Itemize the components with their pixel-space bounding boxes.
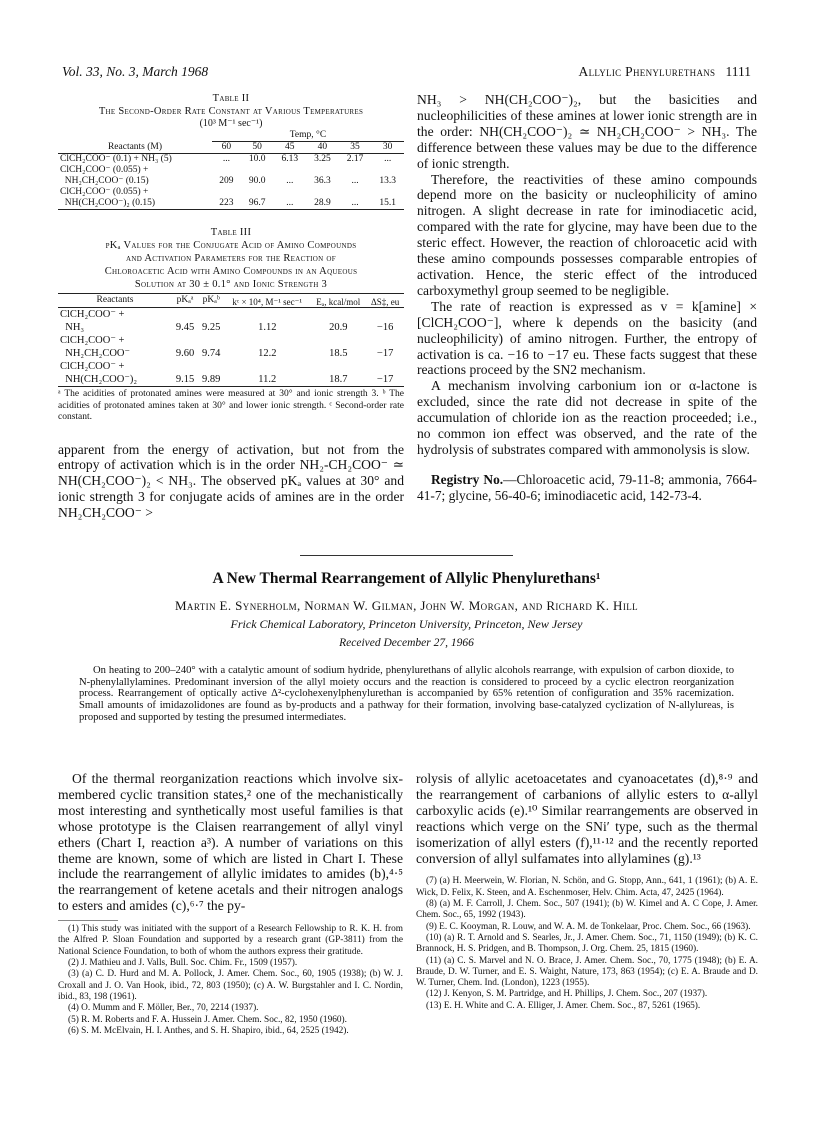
- table-cell: ...: [351, 176, 359, 186]
- table-cell: 20.9: [329, 322, 348, 333]
- table-row: [58, 334, 404, 360]
- reference-item: (9) E. C. Kooyman, R. Louw, and W. A. M. de Tonkelaar, Proc. Chem. Soc., 66 (1963).: [426, 921, 751, 932]
- registry-numbers: [417, 472, 757, 504]
- table-cell-reactant: ClCH₂COO⁻ (0.055) +: [60, 165, 149, 175]
- article-body-right: [416, 771, 758, 1012]
- running-header-volume: Vol. 33, No. 3, March 1968: [62, 64, 209, 79]
- running-header-title: [579, 64, 751, 80]
- paragraph: Of the thermal reorganization reactions which involve six-membered cyclic transition states,² one of the mechanistically most interesting and synthetically most useful families is that whose prototype is the Claisen rearrangement of allyl vinyl ethers (Chart I, reaction a³). A number of variations on this theme are known, some of which are listed in Chart I. These include the rearrangement of allylic imidates to amides (b),⁴·⁵ the rearrangement of ketene acetals and their nitrogen analogs to esters and amides (c),⁶·⁷ the py-: [58, 771, 403, 914]
- paragraph: apparent from the energy of activation, but not from the entropy of activation which is in the order NH₂-CH₂COO⁻ ≃ NH(CH₂COO⁻)₂ < NH₃. The observed pKₐ values at 30° and ionic strength 3 for conjugate acids of amines are in the order NH₂CH₂COO⁻ >: [58, 441, 404, 521]
- table-2-temp-col: 45: [285, 142, 295, 152]
- table-cell-reactant: ClCH₂COO⁻ +: [60, 361, 125, 372]
- article-title: A New Thermal Rearrangement of Allylic Phenylurethans¹: [212, 570, 601, 587]
- reference-item: (2) J. Mathieu and J. Valls, Bull. Soc. Chim. Fr., 1509 (1957).: [68, 958, 298, 969]
- table-row: [58, 308, 404, 335]
- reference-item: (5) R. M. Roberts and F. A. Hussein J. Amer. Chem. Soc., 82, 1950 (1960).: [68, 1014, 347, 1025]
- table-3-footnote: ᵃ The acidities of protonated amines were measured at 30° and ionic strength 3. ᵇ The acidities of protonated amines taken at 30° and lower ionic strength. ᶜ Second-order rate constant.: [58, 389, 404, 422]
- paragraph: A mechanism involving carbonium ion or α-lactone is excluded, since the rate did not decrease in spite of the accumulation of chloride ion as the reaction proceeded; i.e., no common ion effect was observed, and the rate of the hydrolysis of substrates compared with ammonolysis is slow.: [417, 378, 757, 457]
- reference-item: (11) (a) C. S. Marvel and N. O. Brace, J. Amer. Chem. Soc., 70, 1775 (1948); (b) E. A. Braude, D. W. Turner, and E. S. Waight, Nature, 173, 863 (1954); (c) E. A. Braude and D. W. Turner, Chem. Ind. (London), 1223 (1955).: [416, 955, 758, 989]
- left-body-text: [58, 442, 404, 522]
- table-3-header: Reactants: [96, 295, 134, 305]
- table-cell: 13.3: [379, 176, 396, 186]
- table-cell-reactant: ClCH₂COO⁻ (0.1) + NH₃ (5): [60, 154, 172, 164]
- table-cell: 10.0: [248, 154, 266, 164]
- table-cell-reactant: ClCH₂COO⁻ (0.055) +: [60, 187, 149, 197]
- table-cell: 209: [219, 176, 234, 186]
- table-cell: 18.7: [329, 374, 348, 385]
- table-3-header: Eₐ, kcal/mol: [316, 297, 361, 307]
- table-cell: −17: [376, 348, 394, 359]
- table-cell: 28.9: [314, 198, 331, 208]
- paragraph: Therefore, the reactivities of these amino compounds depend more on the basicity or nucleophilicity of amino nitrogen. A slight decrease in rate for iminodiacetic acid, compared with the rate for glycine, may have been due to the steric effect. However, the reaction of chloroacetic acid with these amino compounds possesses comparable entropies of activation. Hence, the steric effect of the introduced carboxymethyl group seemed to be negligible.: [417, 171, 757, 298]
- table-cell: 3.25: [314, 154, 331, 164]
- table-2-temp-header: Temp, °C: [212, 130, 404, 142]
- article-body-left: [58, 771, 403, 1037]
- table-2-temp-col: 40: [317, 142, 328, 152]
- registry-text: —Chloroacetic acid, 79-11-8; ammonia, 7664-41-7; glycine, 56-40-6; iminodiacetic acid, 142-73-4.: [417, 471, 757, 503]
- table-cell-reactant: NH₃: [65, 322, 85, 333]
- table-cell: 15.1: [379, 198, 396, 208]
- table-cell-reactant: ClCH₂COO⁻ +: [60, 309, 125, 320]
- table-row: [58, 187, 404, 210]
- table-cell: 12.2: [258, 348, 277, 359]
- table-cell: 36.3: [314, 176, 331, 186]
- table-cell: 11.2: [258, 374, 277, 385]
- table-cell-reactant: NH(CH₂COO⁻)₂ (0.15): [64, 198, 156, 208]
- table-3-header: kᶜ × 10⁴, M⁻¹ sec⁻¹: [232, 297, 303, 307]
- table-2-title: Table II: [212, 93, 250, 104]
- right-column: [417, 92, 757, 504]
- table-cell: ...: [286, 198, 294, 208]
- article-received-date: Received December 27, 1966: [339, 637, 474, 649]
- table-cell-reactant: NH₂CH₂COO⁻: [65, 348, 131, 359]
- table-row: [58, 165, 404, 187]
- registry-label: Registry No.: [431, 471, 504, 487]
- table-3-header: pKₐᵇ: [202, 295, 220, 305]
- page-number: 1111: [725, 64, 751, 79]
- paragraph: rolysis of allylic acetoacetates and cyanoacetates (d),⁸·⁹ and the rearrangement of carbanions of allylic esters to α-allyl carboxylic acids (e).¹⁰ Similar rearrangements are observed in reactions which verge on the SNi′ type, such as the thermal isomerization of allyl esters (f),¹¹·¹² and the recently reported conversion of allyl sulfamates into allylamines (g).¹³: [416, 771, 758, 866]
- table-2-grid: [58, 130, 404, 210]
- table-cell: 9.60: [175, 348, 195, 359]
- paragraph: The rate of reaction is expressed as v = k[amine] × [ClCH₂COO⁻], where k depends on the basicity (and nucleophilicity) of amino nitrogen. Further, the entropy of activation is ca. −16 to −17 eu. These facts suggest that these reactions proceed by the SN2 mechanism.: [417, 298, 757, 378]
- table-cell: 6.13: [281, 154, 299, 164]
- table-cell: 9.15: [175, 374, 195, 385]
- table-cell: 18.5: [329, 348, 348, 359]
- table-cell: 223: [219, 198, 234, 208]
- table-row: [58, 360, 404, 387]
- table-2-caption: The Second-Order Rate Constant at Various Temperatures: [98, 106, 364, 117]
- references-right: [416, 876, 758, 1012]
- footnote-divider: [58, 920, 118, 921]
- reference-item: (10) (a) R. T. Arnold and S. Searles, Jr., J. Amer. Chem. Soc., 71, 1150 (1949); (b) K. C. Brannock, H. S. Pridgen, and B. Thompson, J. Org. Chem. 25, 1815 (1960).: [416, 932, 758, 955]
- table-2-units: (10³ M⁻¹ sec⁻¹): [199, 118, 263, 129]
- table-cell-reactant: NH₂CH₂COO⁻ (0.15): [64, 176, 149, 186]
- table-2-temp-col: 50: [252, 142, 262, 152]
- table-cell: ...: [351, 198, 359, 208]
- table-cell: 90.0: [248, 176, 266, 186]
- table-cell: 1.12: [258, 322, 277, 333]
- table-cell-reactant: NH(CH₂COO⁻)₂: [65, 374, 138, 385]
- left-column: [58, 92, 404, 521]
- table-2-temp-col: 35: [350, 142, 360, 152]
- table-row: [58, 154, 404, 166]
- table-cell: 9.25: [202, 322, 221, 333]
- table-2-reactants-header: Reactants (M): [107, 142, 163, 152]
- table-2-temp-col: 30: [382, 142, 393, 152]
- section-divider: [300, 555, 513, 556]
- table-3-caption-line: pKₐ Values for the Conjugate Acid of Amino Compounds: [105, 240, 357, 251]
- references-left: [58, 924, 403, 1037]
- table-cell-reactant: ClCH₂COO⁻ +: [60, 335, 125, 346]
- paragraph: NH₃ > NH(CH₂COO⁻)₂, but the basicities and nucleophilicities of these amines at lower ionic strength are in the order: NH(CH₂COO⁻)₂ ≃ NH₂CH₂COO⁻ > NH₃. The difference between these values may be due to the difference of ionic strength.: [417, 92, 757, 171]
- table-cell: 2.17: [346, 154, 364, 164]
- table-3-caption-line: Solution at 30 ± 0.1° and Ionic Strength 3: [134, 279, 328, 290]
- reference-item: (12) J. Kenyon, S. M. Partridge, and H. Phillips, J. Chem. Soc., 207 (1937).: [426, 989, 708, 1000]
- running-header-article: Allylic Phenylurethans: [578, 64, 716, 79]
- table-cell: 96.7: [248, 198, 266, 208]
- table-2: [58, 92, 404, 210]
- reference-item: (4) O. Mumm and F. Möller, Ber., 70, 2214 (1937).: [68, 1003, 259, 1014]
- article-affiliation: Frick Chemical Laboratory, Princeton University, Princeton, New Jersey: [230, 617, 583, 631]
- table-cell: 9.74: [202, 348, 221, 359]
- table-3-header: pKₐᵃ: [176, 295, 194, 305]
- table-3-grid: [58, 293, 404, 387]
- table-cell: 9.45: [175, 322, 195, 333]
- table-cell: ...: [222, 154, 230, 164]
- reference-item: (7) (a) H. Meerwein, W. Florian, N. Schön, and G. Stopp, Ann., 641, 1 (1961); (b) A. E. Wick, D. Felix, K. Steen, and A. Eschenmoser, Helv. Chim. Acta, 47, 2425 (1964).: [416, 876, 758, 898]
- reference-item: (13) E. H. White and C. A. Elliger, J. Amer. Chem. Soc., 87, 5261 (1965).: [426, 1000, 701, 1011]
- article-authors: Martin E. Synerholm, Norman W. Gilman, John W. Morgan, and Richard K. Hill: [174, 598, 639, 613]
- reference-item: (8) (a) M. F. Carroll, J. Chem. Soc., 507 (1941); (b) W. Kimel and A. C Cope, J. Amer. Chem. Soc., 65, 1992 (1943).: [416, 899, 758, 921]
- table-3: [58, 226, 404, 424]
- article-abstract: On heating to 200–240° with a catalytic amount of sodium hydride, phenylurethans of allylic alcohols rearrange, with expulsion of carbon dioxide, to N-phenylallylamines. Predominant inversion of the allyl moiety occurs and the reaction is considered to proceed by a cyclic electron reorganization process. Rearrangement of optically active Δ²-cyclohexenylphenylurethan is accompanied by 65% retention of configuration and 35% racemization. Small amounts of imidazolidones are found as by-products and a pathway for their formation, involving base-catalyzed cyclization of N-allylureas, is proposed and supported by testing the presumed intermediates.: [79, 665, 734, 723]
- table-3-caption-line: Chloroacetic Acid with Amino Compounds in an Aqueous: [104, 266, 358, 277]
- table-cell: ...: [384, 154, 392, 164]
- table-3-caption-line: and Activation Parameters for the Reaction of: [126, 253, 336, 264]
- reference-item: (6) S. M. McElvain, H. I. Anthes, and S. H. Shapiro, ibid., 64, 2525 (1942).: [68, 1025, 349, 1036]
- table-2-temp-col: 60: [221, 142, 232, 152]
- table-3-header: ΔS‡, eu: [370, 297, 400, 307]
- table-cell: ...: [286, 176, 294, 186]
- table-3-title: Table III: [210, 227, 252, 238]
- reference-item: (1) This study was initiated with the support of a Research Fellowship to R. K. H. from the Alfred P. Sloan Foundation and supported by a research grant (GP-3811) from the National Science Foundation, to both of whom the authors express their gratitude.: [58, 924, 403, 957]
- table-cell: −17: [376, 374, 394, 385]
- reference-item: (3) (a) C. D. Hurd and M. A. Pollock, J. Amer. Chem. Soc., 60, 1905 (1938); (b) W. J. Croxall and J. O. Van Hook, ibid., 72, 803 (1950); (c) A. W. Burgstahler and I. C. Nordin, ibid., 83, 198 (1961).: [58, 969, 403, 1002]
- table-cell: −16: [376, 322, 394, 333]
- table-cell: 9.89: [202, 374, 221, 385]
